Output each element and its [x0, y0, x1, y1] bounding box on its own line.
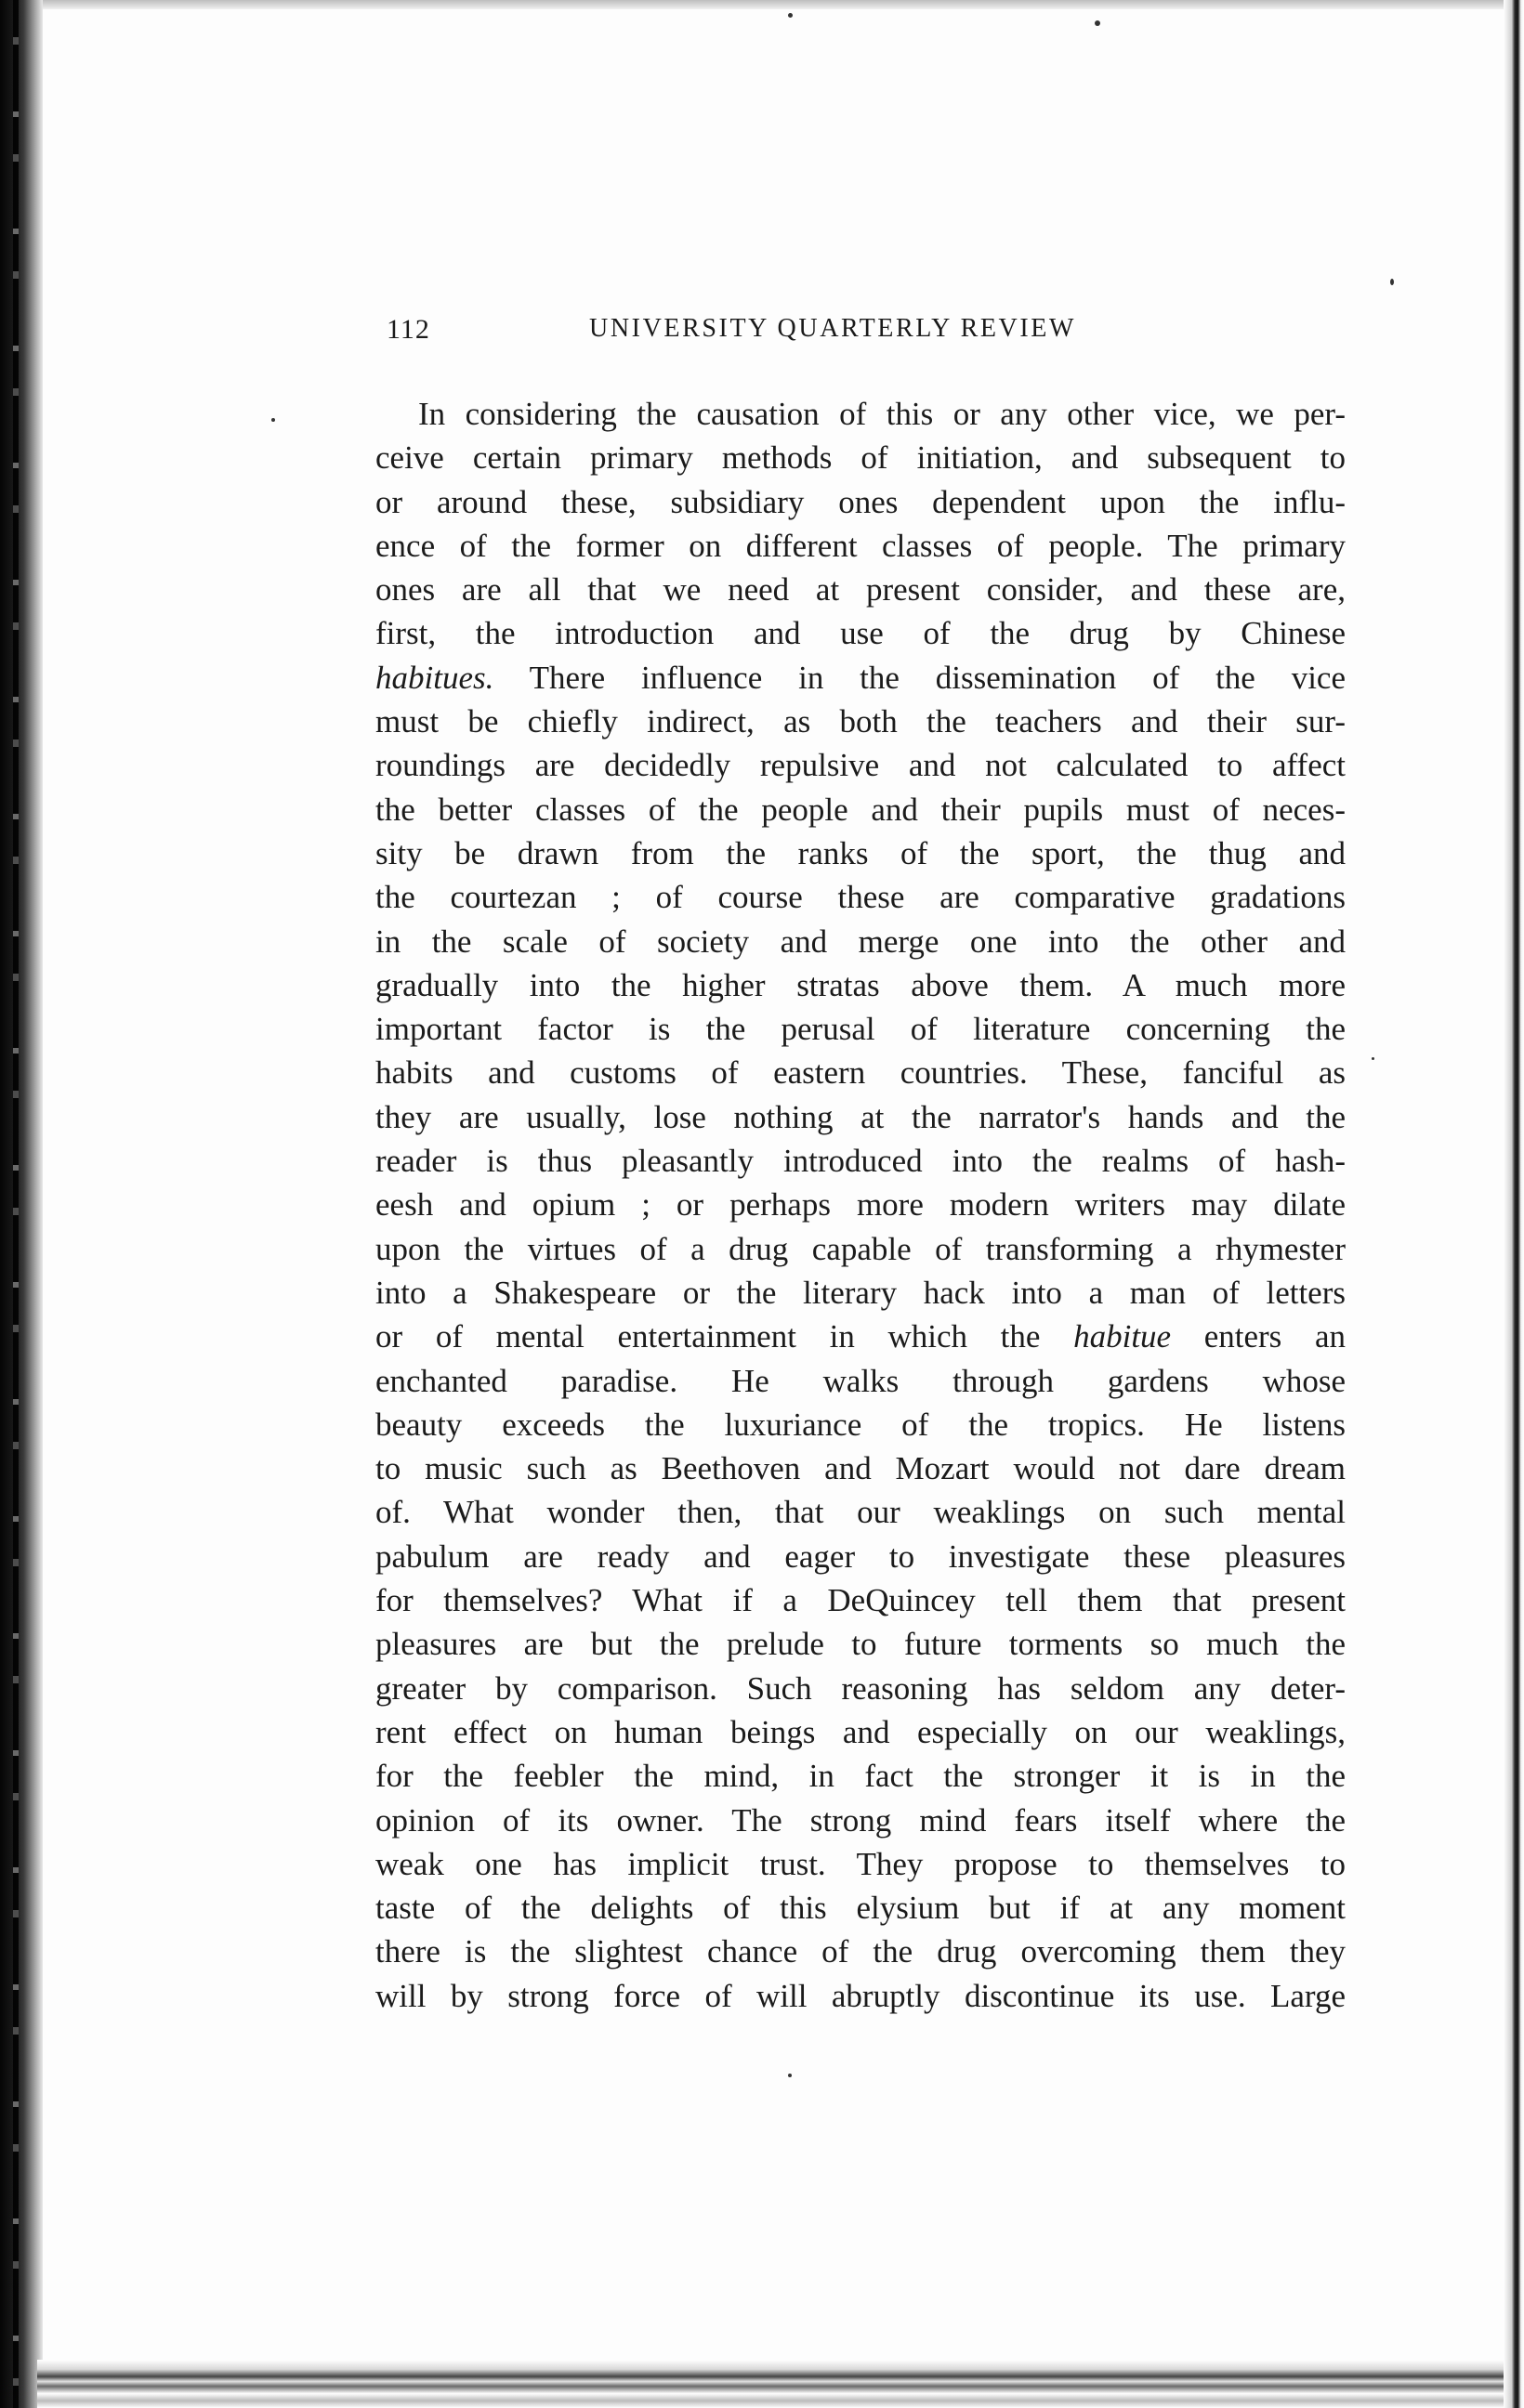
scan-speck: [1372, 1057, 1374, 1060]
text-line: [375, 875, 1346, 919]
text-line: [375, 656, 1346, 700]
text-line: [375, 1842, 1346, 1886]
text-segment: pleasures are but the prelude to future torments so much the: [375, 1626, 1346, 1663]
text-line: [375, 1403, 1346, 1446]
italic-text-segment: habitues.: [375, 659, 494, 696]
text-line: [375, 392, 1346, 436]
text-segment: first, the introduction and use of the drug by Chinese: [375, 615, 1346, 652]
text-line: [375, 1095, 1346, 1139]
text-line: [375, 1227, 1346, 1271]
scan-speck: [271, 418, 275, 422]
text-line: [375, 524, 1346, 568]
text-segment: pabulum are ready and eager to investigate these pleasures: [375, 1538, 1346, 1575]
scan-speck: [788, 2074, 792, 2077]
running-head: [368, 297, 1167, 349]
text-line: [375, 1183, 1346, 1226]
text-segment: enters an: [1171, 1318, 1346, 1355]
text-segment: opinion of its owner. The strong mind fears itself where the: [375, 1801, 1346, 1839]
text-line: [375, 436, 1346, 479]
text-segment: into a Shakespeare or the literary hack into a man of letters: [375, 1274, 1346, 1311]
text-line: [375, 1271, 1346, 1315]
text-segment: rent effect on human beings and especially on our weaklings,: [375, 1713, 1346, 1750]
scan-speck: [1390, 279, 1394, 285]
text-line: [375, 1667, 1346, 1710]
text-line: [375, 1315, 1346, 1358]
text-segment: ceive certain primary methods of initiation, and subsequent to: [375, 439, 1346, 477]
text-segment: There influence in the dissemination of the vice: [493, 659, 1346, 696]
text-segment: greater by comparison. Such reasoning has seldom any deter-: [375, 1669, 1346, 1707]
text-segment: must be chiefly indirect, as both the teachers and their sur-: [375, 703, 1346, 740]
italic-text-segment: habitue: [1073, 1318, 1172, 1355]
text-segment: ence of the former on different classes of people. The primary: [375, 527, 1346, 564]
text-line: [375, 1710, 1346, 1754]
text-segment: in the scale of society and merge one into the other and: [375, 923, 1346, 960]
page-edge-right: [1504, 0, 1524, 2408]
page-edge-top: [43, 0, 1504, 9]
text-segment: of. What wonder then, that our weaklings on such mental: [375, 1494, 1346, 1531]
text-segment: enchanted paradise. He walks through gardens whose: [375, 1362, 1346, 1399]
text-segment: for themselves? What if a DeQuincey tell them that present: [375, 1582, 1346, 1619]
text-line: [375, 920, 1346, 963]
text-segment: will by strong force of will abruptly discontinue its use. Large: [375, 1977, 1346, 2014]
text-segment: they are usually, lose nothing at the narrator's hands and the: [375, 1098, 1346, 1135]
text-line: [375, 611, 1346, 655]
page-content: [368, 297, 1344, 2044]
scan-speck: [1095, 20, 1100, 26]
text-segment: or of mental entertainment in which the: [375, 1318, 1074, 1355]
binding-edge-streak: [13, 0, 19, 2408]
text-segment: to music such as Beethoven and Mozart would not dare dream: [375, 1450, 1346, 1487]
text-line: [375, 1490, 1346, 1534]
text-line: [375, 831, 1346, 875]
text-segment: or around these, subsidiary ones dependent upon the influ-: [375, 483, 1346, 520]
text-segment: the better classes of the people and their pupils must of neces-: [375, 791, 1346, 828]
text-segment: weak one has implicit trust. They propose to themselves to: [375, 1845, 1346, 1882]
text-segment: eesh and opium ; or perhaps more modern writers may dilate: [375, 1186, 1346, 1224]
text-line: [375, 743, 1346, 787]
text-segment: reader is thus pleasantly introduced into the realms of hash-: [375, 1143, 1346, 1180]
text-segment: habits and customs of eastern countries. These, fanciful as: [375, 1054, 1346, 1092]
text-line: [375, 788, 1346, 831]
body-paragraph: [375, 392, 1346, 2018]
text-line: [375, 480, 1346, 524]
text-segment: roundings are decidedly repulsive and not calculated to affect: [375, 747, 1346, 784]
text-segment: upon the virtues of a drug capable of transforming a rhymester: [375, 1230, 1346, 1267]
text-line: [375, 700, 1346, 743]
text-line: [375, 1799, 1346, 1842]
text-segment: the courtezan ; of course these are comparative gradations: [375, 879, 1346, 916]
text-segment: sity be drawn from the ranks of the sport, the thug and: [375, 834, 1346, 871]
text-line: [375, 1051, 1346, 1094]
text-line: [375, 1930, 1346, 1973]
text-segment: gradually into the higher stratas above them. A much more: [375, 966, 1346, 1003]
text-segment: beauty exceeds the luxuriance of the tropics. He listens: [375, 1406, 1346, 1443]
text-segment: In considering the causation of this or any other vice, we per-: [418, 396, 1346, 432]
scan-speck: [788, 13, 793, 18]
text-segment: taste of the delights of this elysium but if at any moment: [375, 1890, 1346, 1927]
text-line: [375, 963, 1346, 1007]
text-segment: there is the slightest chance of the drug overcoming them they: [375, 1933, 1346, 1970]
text-segment: important factor is the perusal of literature concerning the: [375, 1011, 1346, 1048]
text-line: [375, 1007, 1346, 1051]
text-line: [375, 1974, 1346, 2018]
text-line: [375, 1359, 1346, 1403]
text-line: [375, 1622, 1346, 1666]
binding-edge-left: [0, 0, 43, 2408]
page-edge-bottom: [37, 2360, 1504, 2408]
text-line: [375, 1446, 1346, 1490]
text-line: [375, 1754, 1346, 1798]
text-line: [375, 1535, 1346, 1578]
text-line: [375, 1886, 1346, 1930]
text-line: [375, 1578, 1346, 1622]
page-number: 112: [387, 314, 430, 345]
text-segment: ones are all that we need at present consider, and these are,: [375, 571, 1346, 609]
journal-title: UNIVERSITY QUARTERLY REVIEW: [589, 314, 1077, 343]
text-line: [375, 1139, 1346, 1183]
text-line: [375, 568, 1346, 611]
text-segment: for the feebler the mind, in fact the stronger it is in the: [375, 1758, 1346, 1795]
